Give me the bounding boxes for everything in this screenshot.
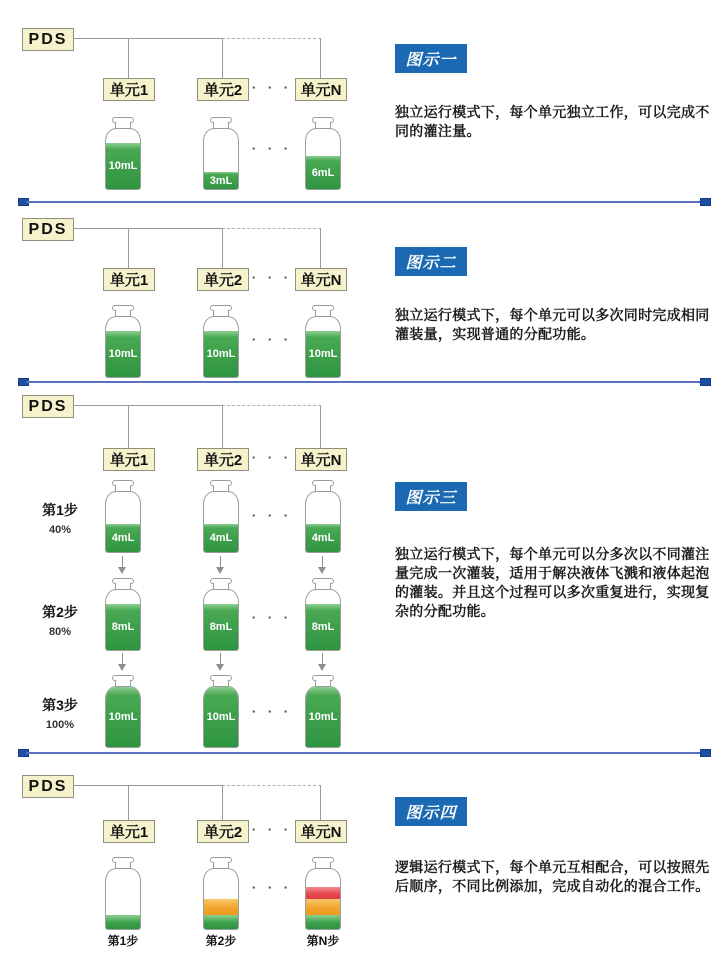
unit-label: 单元2 bbox=[203, 82, 243, 99]
step-caption-1: 第1步 bbox=[107, 934, 139, 948]
bottle-body bbox=[105, 128, 141, 190]
connector-vertical bbox=[320, 228, 321, 268]
unit-label: 单元1 bbox=[109, 824, 149, 841]
unit-box-1 bbox=[103, 820, 155, 843]
bottle-fill-green bbox=[306, 687, 340, 747]
divider-cap-icon bbox=[700, 198, 711, 206]
step-name: 第2步 bbox=[42, 604, 78, 620]
bottle-fill-green bbox=[306, 331, 340, 377]
divider-bar bbox=[26, 201, 703, 203]
bottle-8ml bbox=[305, 578, 341, 651]
volume-label: 8mL bbox=[111, 621, 135, 633]
step-caption-2: 第2步 bbox=[205, 934, 237, 948]
bottle-body bbox=[305, 491, 341, 553]
bottle-body bbox=[203, 589, 239, 651]
unit-box-n bbox=[295, 820, 347, 843]
unit-label: 单元N bbox=[300, 452, 342, 469]
bottle-body bbox=[203, 316, 239, 378]
unit-box-2 bbox=[197, 268, 249, 291]
ellipsis-dots: · · · bbox=[251, 80, 293, 95]
bottle-10ml-full bbox=[203, 675, 239, 748]
bottle-fill-green bbox=[204, 604, 238, 650]
bottle-4ml bbox=[305, 480, 341, 553]
ellipsis-dots: · · · bbox=[251, 822, 293, 837]
section-description-3: 独立运行模式下，每个单元可以分多次以不同灌注量完成一次灌装，适用于解决液体飞溅和液体起泡的灌装。并且这个过程可以多次重复进行，实现复杂的分配功能。 bbox=[395, 546, 710, 619]
step-caption-n: 第N步 bbox=[306, 934, 340, 948]
bottle-body bbox=[305, 128, 341, 190]
volume-label: 4mL bbox=[209, 532, 233, 544]
pds-box bbox=[22, 218, 74, 241]
bottle-body bbox=[105, 686, 141, 748]
ellipsis-dots: · · · bbox=[251, 141, 293, 156]
step-percent: 80% bbox=[48, 626, 72, 638]
bottle-10ml-full bbox=[105, 675, 141, 748]
bottle-8ml bbox=[105, 578, 141, 651]
step-label-1 bbox=[34, 500, 86, 536]
stripe-red bbox=[306, 887, 340, 899]
bottle-8ml bbox=[203, 578, 239, 651]
section-badge-4 bbox=[395, 797, 467, 826]
ellipsis-dots: · · · bbox=[251, 270, 293, 285]
volume-label: 4mL bbox=[111, 532, 135, 544]
ellipsis-dots: · · · bbox=[251, 704, 293, 719]
unit-label: 单元1 bbox=[109, 82, 149, 99]
volume-label: 3mL bbox=[209, 174, 233, 187]
arrow-down-icon bbox=[318, 653, 327, 671]
pds-label: PDS bbox=[28, 777, 68, 795]
bottle-fill-green bbox=[306, 604, 340, 650]
unit-label: 单元2 bbox=[203, 452, 243, 469]
connector-vertical bbox=[320, 785, 321, 820]
unit-label: 单元N bbox=[300, 272, 342, 289]
badge-label: 图示四 bbox=[405, 805, 457, 822]
liquid-stripes bbox=[204, 899, 238, 929]
bottle-body bbox=[203, 868, 239, 930]
stripe-green bbox=[204, 915, 238, 929]
bottle-10ml bbox=[203, 305, 239, 378]
connector-dashed bbox=[222, 405, 321, 406]
unit-box-2 bbox=[197, 820, 249, 843]
bottle-body bbox=[305, 686, 341, 748]
divider-bar bbox=[26, 381, 703, 383]
bottle-body bbox=[203, 491, 239, 553]
step-percent: 100% bbox=[45, 719, 75, 731]
pds-box bbox=[22, 28, 74, 51]
bottle-4ml bbox=[105, 480, 141, 553]
unit-box-1 bbox=[103, 78, 155, 101]
unit-box-n bbox=[295, 448, 347, 471]
bottle-body bbox=[305, 316, 341, 378]
step-name: 第1步 bbox=[42, 502, 78, 518]
divider-bar bbox=[26, 752, 703, 754]
connector-vertical bbox=[222, 228, 223, 268]
unit-box-1 bbox=[103, 268, 155, 291]
bottle-body bbox=[203, 128, 239, 190]
connector-vertical bbox=[222, 38, 223, 78]
bottle-fill-green bbox=[106, 687, 140, 747]
bottle-fill-green bbox=[306, 524, 340, 552]
volume-label: 10mL bbox=[108, 348, 138, 360]
connector-vertical bbox=[222, 405, 223, 448]
liquid-stripes bbox=[306, 887, 340, 929]
connector-dashed bbox=[222, 785, 321, 786]
pds-box bbox=[22, 775, 74, 798]
section-divider bbox=[18, 198, 711, 207]
unit-box-1 bbox=[103, 448, 155, 471]
bottle-fill-green bbox=[106, 604, 140, 650]
unit-label: 单元N bbox=[300, 824, 342, 841]
connector-vertical bbox=[222, 785, 223, 820]
connector-horizontal bbox=[74, 785, 222, 786]
unit-label: 单元N bbox=[300, 82, 342, 99]
unit-label: 单元2 bbox=[203, 272, 243, 289]
connector-vertical bbox=[320, 405, 321, 448]
bottle-body bbox=[105, 589, 141, 651]
divider-cap-icon bbox=[700, 378, 711, 386]
stripe-orange bbox=[306, 899, 340, 915]
unit-label: 单元1 bbox=[109, 272, 149, 289]
pds-box bbox=[22, 395, 74, 418]
step-label-2 bbox=[34, 602, 86, 638]
bottle-fill-green bbox=[204, 331, 238, 377]
bottle-fill-green bbox=[106, 524, 140, 552]
divider-cap-icon bbox=[700, 749, 711, 757]
step-label-3 bbox=[34, 695, 86, 731]
bottle-10ml bbox=[105, 117, 141, 190]
bottle-fill-green bbox=[204, 524, 238, 552]
bottle-fill-green bbox=[106, 331, 140, 377]
step-percent: 40% bbox=[48, 524, 72, 536]
volume-label: 6mL bbox=[311, 166, 335, 179]
section-description-4: 逻辑运行模式下，每个单元互相配合，可以按照先后顺序，不同比例添加，完成自动化的混合工作。 bbox=[395, 859, 710, 894]
unit-box-2 bbox=[197, 78, 249, 101]
connector-dashed bbox=[222, 38, 321, 39]
badge-label: 图示二 bbox=[405, 255, 457, 272]
bottle-body bbox=[105, 491, 141, 553]
unit-box-2 bbox=[197, 448, 249, 471]
ellipsis-dots: · · · bbox=[251, 508, 293, 523]
bottle-body bbox=[105, 868, 141, 930]
section-description-1: 独立运行模式下，每个单元独立工作，可以完成不同的灌注量。 bbox=[395, 104, 710, 139]
bottle-6ml bbox=[305, 117, 341, 190]
bottle-mix-step1 bbox=[105, 857, 141, 930]
volume-label: 8mL bbox=[209, 621, 233, 633]
ellipsis-dots: · · · bbox=[251, 880, 293, 895]
badge-label: 图示一 bbox=[405, 52, 457, 69]
bottle-10ml-full bbox=[305, 675, 341, 748]
section-divider bbox=[18, 378, 711, 387]
volume-label: 4mL bbox=[311, 532, 335, 544]
section-divider bbox=[18, 749, 711, 758]
bottle-10ml bbox=[105, 305, 141, 378]
bottle-fill-green bbox=[106, 143, 140, 189]
volume-label: 10mL bbox=[206, 711, 236, 723]
bottle-body bbox=[305, 868, 341, 930]
volume-label: 10mL bbox=[108, 711, 138, 723]
pds-label: PDS bbox=[28, 30, 68, 48]
bottle-mix-step2 bbox=[203, 857, 239, 930]
volume-label: 10mL bbox=[108, 160, 138, 172]
connector-vertical bbox=[128, 785, 129, 820]
pds-label: PDS bbox=[28, 220, 68, 238]
section-description-2: 独立运行模式下，每个单元可以多次同时完成相同灌装量，实现普通的分配功能。 bbox=[395, 307, 710, 342]
bottle-fill-green bbox=[204, 687, 238, 747]
arrow-down-icon bbox=[318, 556, 327, 574]
pds-label: PDS bbox=[28, 397, 68, 415]
stripe-green bbox=[106, 915, 140, 929]
connector-vertical bbox=[320, 38, 321, 78]
connector-vertical bbox=[128, 38, 129, 78]
unit-label: 单元2 bbox=[203, 824, 243, 841]
stripe-orange bbox=[204, 899, 238, 915]
badge-label: 图示三 bbox=[405, 490, 457, 507]
connector-horizontal bbox=[74, 228, 222, 229]
arrow-down-icon bbox=[118, 653, 127, 671]
unit-box-n bbox=[295, 78, 347, 101]
arrow-down-icon bbox=[216, 556, 225, 574]
connector-dashed bbox=[222, 228, 321, 229]
ellipsis-dots: · · · bbox=[251, 450, 293, 465]
ellipsis-dots: · · · bbox=[251, 332, 293, 347]
connector-horizontal bbox=[74, 405, 222, 406]
section-badge-2 bbox=[395, 247, 467, 276]
connector-horizontal bbox=[74, 38, 222, 39]
volume-label: 10mL bbox=[308, 711, 338, 723]
unit-box-n bbox=[295, 268, 347, 291]
section-badge-3 bbox=[395, 482, 467, 511]
arrow-down-icon bbox=[118, 556, 127, 574]
ellipsis-dots: · · · bbox=[251, 610, 293, 625]
bottle-10ml bbox=[305, 305, 341, 378]
bottle-body bbox=[203, 686, 239, 748]
liquid-stripes bbox=[106, 915, 140, 929]
connector-vertical bbox=[128, 228, 129, 268]
unit-label: 单元1 bbox=[109, 452, 149, 469]
bottle-fill-green bbox=[306, 156, 340, 189]
connector-vertical bbox=[128, 405, 129, 448]
step-name: 第3步 bbox=[42, 697, 78, 713]
bottle-mix-stepn bbox=[305, 857, 341, 930]
volume-label: 10mL bbox=[206, 348, 236, 360]
arrow-down-icon bbox=[216, 653, 225, 671]
volume-label: 10mL bbox=[308, 348, 338, 360]
volume-label: 8mL bbox=[311, 621, 335, 633]
section-badge-1 bbox=[395, 44, 467, 73]
bottle-4ml bbox=[203, 480, 239, 553]
bottle-body bbox=[305, 589, 341, 651]
bottle-body bbox=[105, 316, 141, 378]
bottle-3ml bbox=[203, 117, 239, 190]
bottle-fill-green bbox=[204, 172, 238, 189]
stripe-green bbox=[306, 915, 340, 929]
